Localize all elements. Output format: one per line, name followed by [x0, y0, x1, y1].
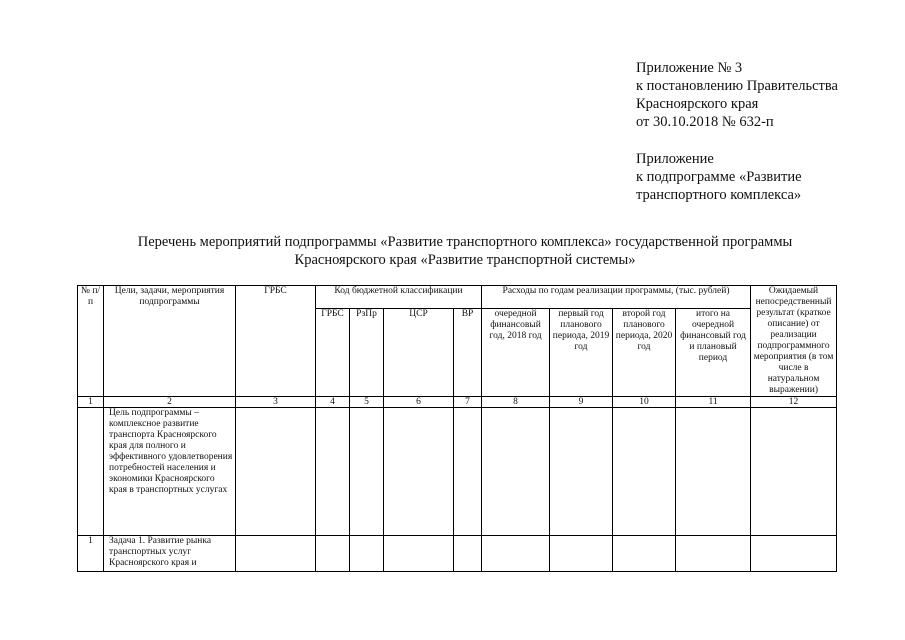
empty-cell: [751, 408, 837, 536]
appendix-3-block: [636, 59, 838, 204]
empty-cell: [550, 536, 613, 572]
empty-cell: [482, 536, 550, 572]
empty-cell: [236, 536, 316, 572]
spacer: [636, 131, 838, 150]
column-number: 6: [384, 397, 454, 408]
empty-cell: [482, 408, 550, 536]
column-number: 9: [550, 397, 613, 408]
column-number: 11: [676, 397, 751, 408]
column-number: 1: [78, 397, 104, 408]
header-total: итого на очередной финансовый год и плановый период: [676, 309, 751, 397]
document-title-line-2: Красноярского края «Развитие транспортной системы»: [294, 252, 636, 268]
header-code-vr: ВР: [454, 309, 482, 397]
column-number: 8: [482, 397, 550, 408]
column-number: 4: [316, 397, 350, 408]
document-title-line-1: Перечень мероприятий подпрограммы «Развитие транспортного комплекса» государственной программы: [137, 234, 793, 250]
header-year-3: второй год планового периода, 2020 год: [613, 309, 676, 397]
column-number: 3: [236, 397, 316, 408]
column-number: 7: [454, 397, 482, 408]
appendix-3-line-3: Красноярского края: [636, 96, 759, 112]
row-goal-text: Цель подпрограммы – комплексное развитие транспорта Красноярского края для полного и эффективного удовлетворения потребностей населения и экономики Красноярского края в транспортных услугах: [104, 408, 236, 536]
row-num: [78, 408, 104, 536]
header-expenses: Расходы по годам реализации программы, (тыс. рублей): [482, 286, 751, 309]
empty-cell: [316, 536, 350, 572]
empty-cell: [384, 536, 454, 572]
appendix-line-2: к подпрограмме «Развитие: [636, 169, 802, 185]
column-number: 12: [751, 397, 837, 408]
empty-cell: [350, 408, 384, 536]
empty-cell: [236, 408, 316, 536]
empty-cell: [384, 408, 454, 536]
appendix-line-1: Приложение: [636, 151, 714, 167]
document-title: [90, 233, 840, 269]
column-number: 10: [613, 397, 676, 408]
header-year-2: первый год планового периода, 2019 год: [550, 309, 613, 397]
appendix-3-line-1: Приложение № 3: [636, 60, 743, 76]
header-grbs: ГРБС: [236, 286, 316, 397]
empty-cell: [454, 536, 482, 572]
column-number: 2: [104, 397, 236, 408]
table-row: [78, 408, 837, 536]
row-task-text: Задача 1. Развитие рынка транспортных услуг Красноярского края и: [104, 536, 236, 572]
header-code-csr: ЦСР: [384, 309, 454, 397]
empty-cell: [676, 536, 751, 572]
table-header-row: [78, 286, 837, 309]
empty-cell: [350, 536, 384, 572]
column-number-row: [78, 397, 837, 408]
appendix-line-3: транспортного комплекса»: [636, 187, 802, 203]
header-num: № п/п: [78, 286, 104, 397]
header-code-rzpr: РзПр: [350, 309, 384, 397]
header-result: Ожидаемый непосредственный результат (краткое описание) от реализации подпрограммного мероприятия (в том числе в натуральном выражении): [751, 286, 837, 397]
empty-cell: [550, 408, 613, 536]
header-goals: Цели, задачи, мероприятия подпрограммы: [104, 286, 236, 397]
appendix-3-line-4: от 30.10.2018 № 632-п: [636, 114, 774, 130]
activities-table: [77, 285, 837, 572]
empty-cell: [676, 408, 751, 536]
header-year-1: очередной финансовый год, 2018 год: [482, 309, 550, 397]
empty-cell: [316, 408, 350, 536]
empty-cell: [613, 536, 676, 572]
row-num: 1: [78, 536, 104, 572]
empty-cell: [751, 536, 837, 572]
table-row: [78, 536, 837, 572]
column-number: 5: [350, 397, 384, 408]
header-budget-code: Код бюджетной классификации: [316, 286, 482, 309]
empty-cell: [613, 408, 676, 536]
appendix-3-line-2: к постановлению Правительства: [636, 78, 838, 94]
header-code-grbs: ГРБС: [316, 309, 350, 397]
empty-cell: [454, 408, 482, 536]
